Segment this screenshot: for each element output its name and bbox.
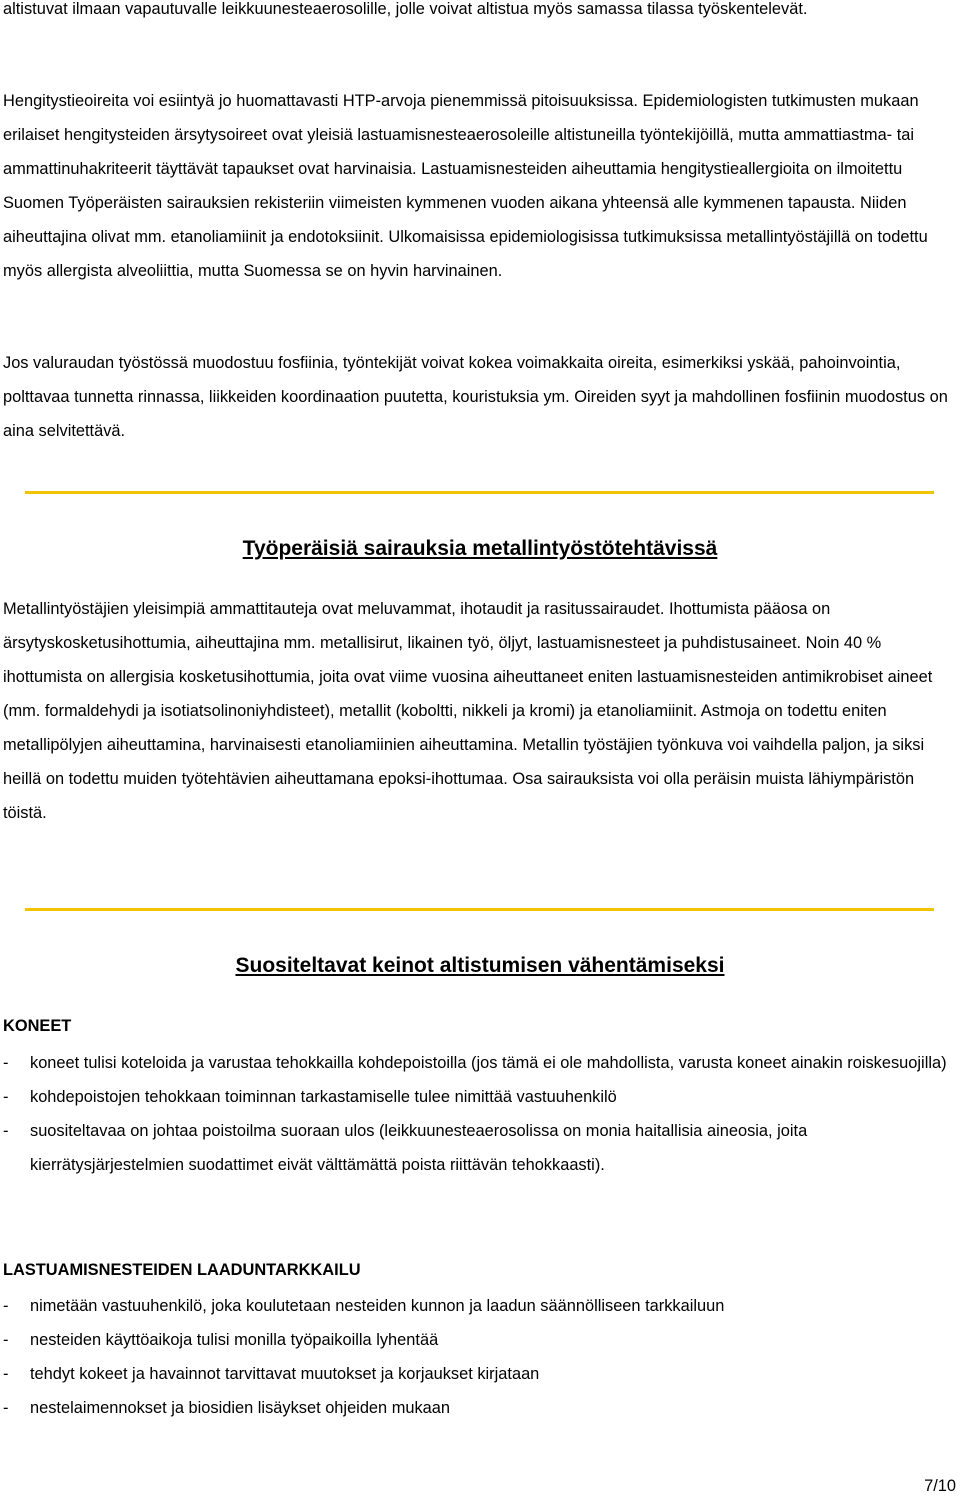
list-dash: - (3, 1122, 9, 1140)
list-dash: - (3, 1054, 9, 1072)
section-divider-2 (25, 908, 934, 911)
section-divider-1 (25, 491, 934, 494)
list-dash: - (3, 1297, 9, 1315)
list-item: - kohdepoistojen tehokkaan toiminnan tarkastamiselle tulee nimittää vastuuhenkilö (0, 1080, 960, 1114)
section-heading-2: Suositeltavat keinot altistumisen vähentämiseksi (235, 954, 725, 977)
page-number: 7/10 (924, 1477, 956, 1495)
laaduntarkkailu-list (0, 1289, 960, 1425)
list-dash: - (3, 1331, 9, 1349)
intro-paragraph-2: Hengitystieoireita voi esiintyä jo huomattavasti HTP-arvoja pienemmissä pitoisuuksissa. Epidemiologisten tutkimusten mukaan erilaiset hengitysteiden ärsytysoireet ovat yleisiä lastuamisnesteaerosoleille altistuneilla työntekijöillä, mutta ammattiastma- tai ammattinuhakriteerit täyttävät tapaukset ovat harvinaisia. Lastuamisnesteiden aiheuttamia hengitystieallergioita on ilmoitettu Suomen Työperäisten sairauksien rekisteriin viimeisten kymmenen vuoden aikana yhteensä alle kymmenen tapausta. Niiden aiheuttajina olivat mm. etanoliamiinit ja endotoksiinit. Ulkomaisissa epidemiologisissa tutkimuksissa metallintyöstäjillä on todettu myös allergista alveoliittia, mutta Suomessa se on hyvin harvinainen. (3, 92, 928, 280)
list-item: - koneet tulisi koteloida ja varustaa tehokkailla kohdepoistoilla (jos tämä ei ole mahdollista, varusta koneet ainakin roiskesuojilla) (0, 1046, 960, 1080)
intro-paragraph-1: altistuvat ilmaan vapautuvalle leikkuunesteaerosolille, jolle voivat altistua myös samassa tilassa työskentelevät. (3, 0, 808, 18)
laaduntarkkailu-subheading: LASTUAMISNESTEIDEN LAADUNTARKKAILU (3, 1261, 361, 1279)
list-item: - nesteiden käyttöaikoja tulisi monilla työpaikoilla lyhentää (0, 1323, 960, 1357)
list-item: - nimetään vastuuhenkilö, joka koulutetaan nesteiden kunnon ja laadun säännölliseen tarkkailuun (0, 1289, 960, 1323)
list-item: - tehdyt kokeet ja havainnot tarvittavat muutokset ja korjaukset kirjataan (0, 1357, 960, 1391)
koneet-subheading: KONEET (3, 1017, 72, 1035)
list-item: - nestelaimennokset ja biosidien lisäykset ohjeiden mukaan (0, 1391, 960, 1425)
list-dash: - (3, 1365, 9, 1383)
list-dash: - (3, 1399, 9, 1417)
intro-paragraph-3: Jos valuraudan työstössä muodostuu fosfiinia, työntekijät voivat kokea voimakkaita oireita, esimerkiksi yskää, pahoinvointia, polttavaa tunnetta rinnassa, liikkeiden koordinaation puutetta, kouristuksia ym. Oireiden syyt ja mahdollinen fosfiinin muodostus on aina selvitettävä. (3, 354, 948, 440)
section-heading-1: Työperäisiä sairauksia metallintyöstötehtävissä (242, 537, 718, 560)
list-dash: - (3, 1088, 9, 1106)
list-item: - suositeltavaa on johtaa poistoilma suoraan ulos (leikkuunesteaerosolissa on monia haitallisia aineosia, joita kierrätysjärjestelmien suodattimet eivät välttämättä poista riittävän tehokkaasti). (0, 1114, 960, 1182)
section-1-body: Metallintyöstäjien yleisimpiä ammattitauteja ovat meluvammat, ihotaudit ja rasitussairaudet. Ihottumista pääosa on ärsytyskosketusihottumia, aiheuttajina mm. metallisirut, likainen työ, öljyt, lastuamisnesteet ja puhdistusaineet. Noin 40 % ihottumista on allergisia kosketusihottumia, joita ovat viime vuosina aiheuttaneet eniten lastuamisnesteiden antimikrobiset aineet (mm. formaldehydi ja isotiatsolinoniyhdisteet), metallit (koboltti, nikkeli ja kromi) ja etanoliamiinit. Astmoja on todettu eniten metallipölyjen aiheuttamina, harvinaisesti etanoliamiinien aiheuttamina. Metallin työstäjien työnkuva voi vaihdella paljon, ja siksi heillä on todettu muiden työtehtävien aiheuttamana epoksi-ihottumaa. Osa sairauksista voi olla peräisin muista lähiympäristön töistä. (3, 600, 933, 822)
koneet-list (0, 1046, 960, 1182)
